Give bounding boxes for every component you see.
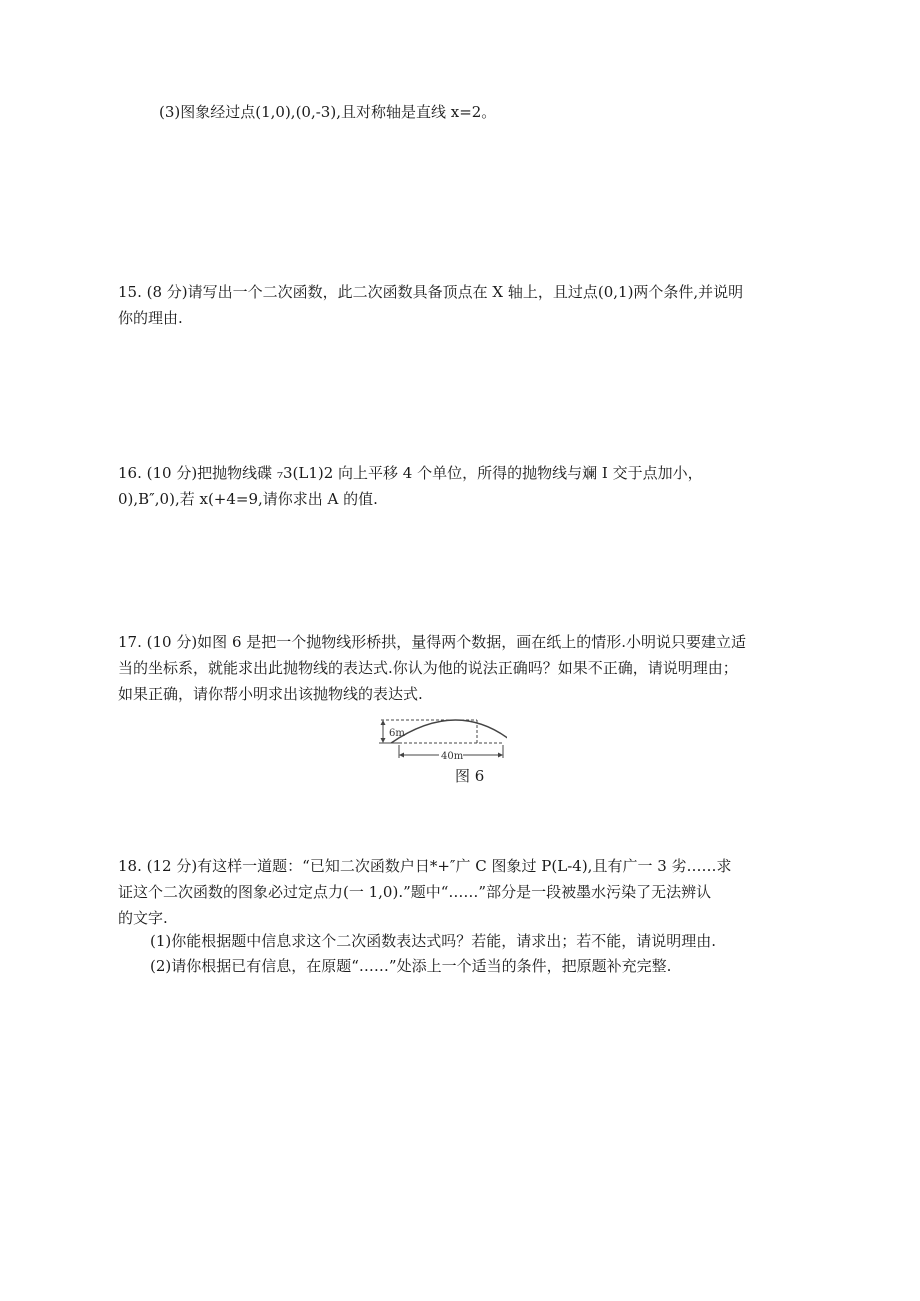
q16-line1: 16. (10 分)把抛物线碟 ₇3(L1)2 向上平移 4 个单位，所得的抛物线与斓 I 交于点加小， bbox=[118, 464, 703, 482]
q18-part1: (1)你能根据题中信息求这个二次函数表达式吗？若能，请求出；若不能，请说明理由. bbox=[150, 932, 717, 950]
bridge-arch-diagram bbox=[377, 714, 507, 770]
q14-part3-text: (3)图象经过点(1,0),(0,-3),且对称轴是直线 x=2。 bbox=[159, 103, 497, 121]
q15-line1: 15. (8 分)请写出一个二次函数，此二次函数具备顶点在 X 轴上，且过点(0,1)两个条件,并说明 bbox=[118, 283, 744, 301]
bridge-arch-figure bbox=[377, 714, 507, 786]
q18-line3: 的文字. bbox=[118, 909, 168, 927]
width-label: 40m bbox=[441, 751, 464, 762]
q17-line3: 如果正确，请你帮小明求出该抛物线的表达式. bbox=[118, 685, 423, 703]
q18-line2: 证这个二次函数的图象必过定点力(一 1,0).”题中“……”部分是一段被墨水污染了无法辨认 bbox=[118, 883, 712, 901]
q17-line2: 当的坐标系，就能求出此抛物线的表达式.你认为他的说法正确吗？如果不正确，请说明理由； bbox=[118, 659, 738, 677]
q16-line2: 0),B″,0),若 x(+4=9,请你求出 A 的值. bbox=[118, 490, 378, 508]
q18-part2: (2)请你根据已有信息，在原题“……”处添上一个适当的条件，把原题补充完整. bbox=[150, 957, 672, 975]
height-arrow-top bbox=[381, 720, 386, 725]
width-arrow-left bbox=[399, 753, 404, 758]
figure-caption: 图 6 bbox=[455, 767, 485, 785]
q15-line2: 你的理由. bbox=[118, 309, 183, 327]
q17-line1: 17. (10 分)如图 6 是把一个抛物线形桥拱，量得两个数据，画在纸上的情形.小明说只要建立适 bbox=[118, 633, 747, 651]
arch-curve bbox=[391, 720, 507, 743]
width-arrow-right bbox=[498, 753, 503, 758]
height-arrow-bottom bbox=[381, 738, 386, 743]
q18-line1: 18. (12 分)有这样一道题：“已知二次函数户日*+″广 C 图象过 P(L-4),且有广一 3 劣……求 bbox=[118, 857, 732, 875]
height-label: 6m bbox=[389, 728, 405, 739]
